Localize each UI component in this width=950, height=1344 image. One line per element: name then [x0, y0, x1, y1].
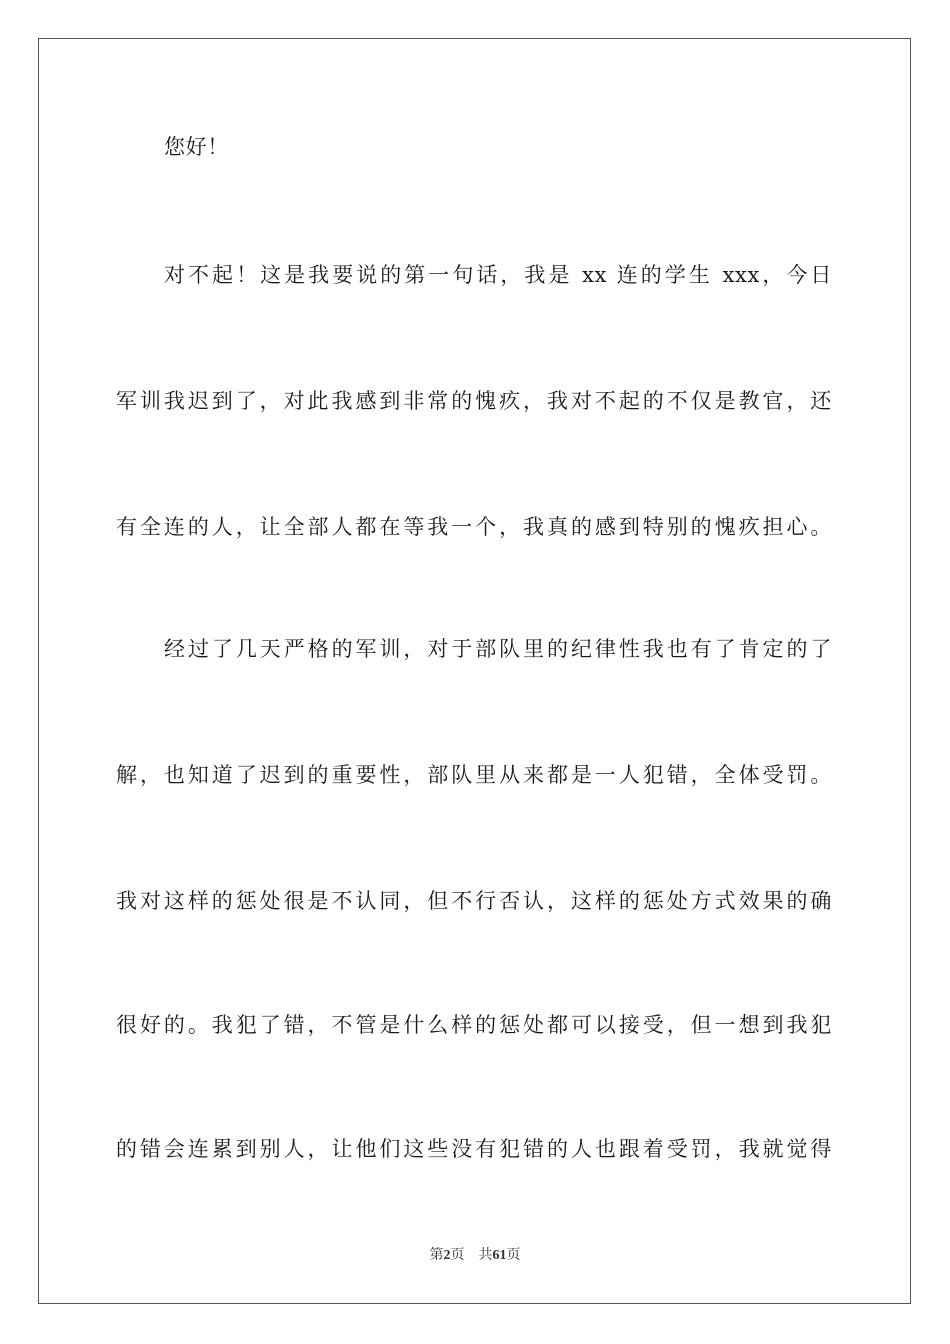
body-line-7: 很好的。我犯了错，不管是什么样的惩处都可以接受，但一想到我犯 [116, 1013, 832, 1037]
greeting-line: 您好！ [164, 135, 229, 159]
page-border [38, 38, 911, 1304]
body-line-1: 对不起！这是我要说的第一句话，我是 xx 连的学生 xxx，今日 [164, 263, 832, 287]
total-prefix: 共 [478, 1248, 493, 1263]
total-suffix: 页 [506, 1248, 521, 1263]
body-line-3: 有全连的人，让全部人都在等我一个，我真的感到特别的愧疚担心。 [116, 515, 832, 539]
body-line-6: 我对这样的惩处很是不认同，但不行否认，这样的惩处方式效果的确 [116, 889, 832, 913]
page-number: 2 [443, 1248, 451, 1263]
page-prefix: 第 [429, 1248, 444, 1263]
body-line-2: 军训我迟到了，对此我感到非常的愧疚，我对不起的不仅是教官，还 [116, 389, 832, 413]
body-line-5: 解，也知道了迟到的重要性，部队里从来都是一人犯错，全体受罚。 [116, 763, 832, 787]
body-line-8: 的错会连累到别人，让他们这些没有犯错的人也跟着受罚，我就觉得 [116, 1137, 832, 1161]
page-footer [0, 1246, 950, 1266]
page-suffix: 页 [450, 1248, 465, 1263]
body-line-4: 经过了几天严格的军训，对于部队里的纪律性我也有了肯定的了 [164, 637, 832, 661]
total-pages: 61 [492, 1248, 507, 1263]
